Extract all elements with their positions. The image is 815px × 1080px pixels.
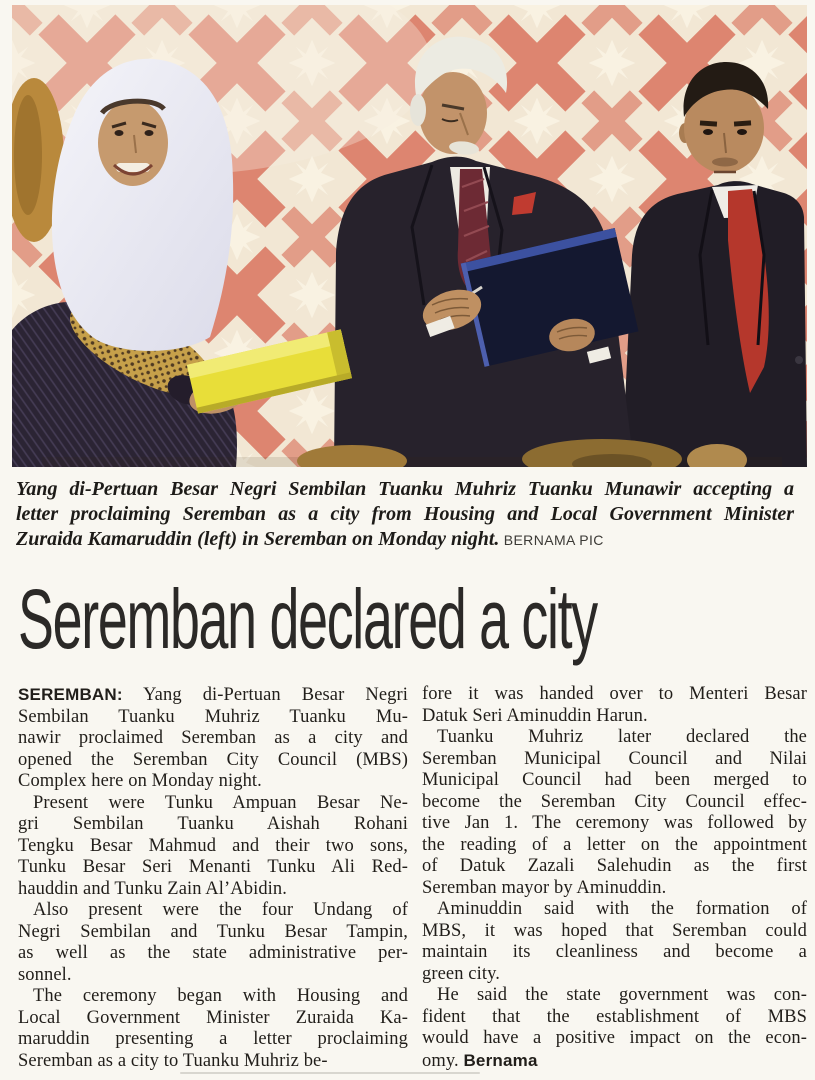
article-line: Negri Sembilan and Tunku Besar Tampin, [18, 921, 408, 942]
article-paragraph [422, 985, 807, 1072]
article-line: Aminuddin said with the formation of [437, 899, 807, 919]
article-column-left [18, 684, 408, 1072]
article-line: Seremban Municipal Council and Nilai [422, 748, 807, 769]
article-paragraph [18, 986, 408, 1072]
article-line: the reading of a letter on the appointment [422, 834, 807, 855]
caption-line: letter proclaiming Seremban as a city from Housing and Local Government Minister [16, 503, 794, 525]
article-line: Seremban as a city to Tuanku Muhriz be- [18, 1050, 328, 1071]
caption-line: Yang di-Pertuan Besar Negri Sembilan Tuanku Muhriz Tuanku Munawir accepting a [16, 478, 794, 500]
article-line: as well as the state administrative per- [18, 943, 408, 963]
article-line: green city. [422, 963, 500, 984]
article-line: would have a positive impact on the econ- [422, 1028, 807, 1048]
article-line: Present were Tunku Ampuan Besar Ne- [33, 792, 408, 813]
article-line: become the Seremban City Council effec- [422, 791, 807, 812]
article-line: Datuk Seri Aminuddin Harun. [422, 705, 648, 726]
article-line: Seremban mayor by Aminuddin. [422, 877, 667, 898]
headline: Seremban declared a city [18, 572, 597, 666]
article-column-right [422, 684, 807, 1072]
article-line: Also present were the four Undang of [33, 900, 408, 920]
article-paragraph [422, 727, 807, 899]
scan-artifact [180, 1072, 480, 1074]
article-line: fore it was handed over to Menteri Besar [422, 684, 807, 704]
photo-caption [16, 477, 794, 553]
article-line: The ceremony began with Housing and [33, 986, 408, 1006]
article-line: hauddin and Tunku Zain Al’Abidin. [18, 878, 287, 899]
article-line: of Datuk Zazali Salehudin as the first [422, 856, 807, 876]
article-line: Tengku Besar Mahmud and their two sons, [18, 835, 408, 856]
article-line: fident that the establishment of MBS [422, 1006, 807, 1027]
article-paragraph [18, 793, 408, 901]
article-photo [12, 5, 807, 467]
article-paragraph [18, 900, 408, 986]
article-line: omy. Bernama [422, 1050, 538, 1071]
article-line: SEREMBAN: Yang di-Pertuan Besar Negri [18, 685, 408, 705]
article-line: tive Jan 1. The ceremony was followed by [422, 813, 807, 833]
article-line: gri Sembilan Tuanku Aishah Rohani [18, 814, 408, 834]
article-paragraph [18, 684, 408, 793]
article-paragraph [422, 899, 807, 985]
article-line: Municipal Council had been merged to [422, 770, 807, 790]
article-photo-graphic [12, 5, 807, 467]
article-line: nawir proclaimed Seremban as a city and [18, 728, 408, 748]
article-line: Tuanku Muhriz later declared the [437, 727, 807, 747]
article-line: He said the state government was con- [437, 985, 807, 1005]
article-body [18, 684, 807, 1072]
article-line: MBS, it was hoped that Seremban could [422, 920, 807, 941]
article-line: Local Government Minister Zuraida Ka- [18, 1007, 408, 1028]
article-paragraph [422, 684, 807, 727]
article-line: Sembilan Tuanku Muhriz Tuanku Mu- [18, 706, 408, 727]
caption-line: Zuraida Kamaruddin (left) in Seremban on Monday night. BERNAMA PIC [16, 528, 604, 550]
article-line: Complex here on Monday night. [18, 771, 262, 791]
article-line: sonnel. [18, 964, 72, 985]
article-line: maruddin presenting a letter proclaiming [18, 1029, 408, 1049]
article-line: opened the Seremban City Council (MBS) [18, 749, 408, 770]
photo-credit: BERNAMA PIC [499, 532, 604, 548]
article-line: maintain its cleanliness and become a [422, 942, 807, 962]
right-man-suit [622, 181, 807, 467]
article-line: Tunku Besar Seri Menanti Tunku Ali Red- [18, 857, 408, 877]
